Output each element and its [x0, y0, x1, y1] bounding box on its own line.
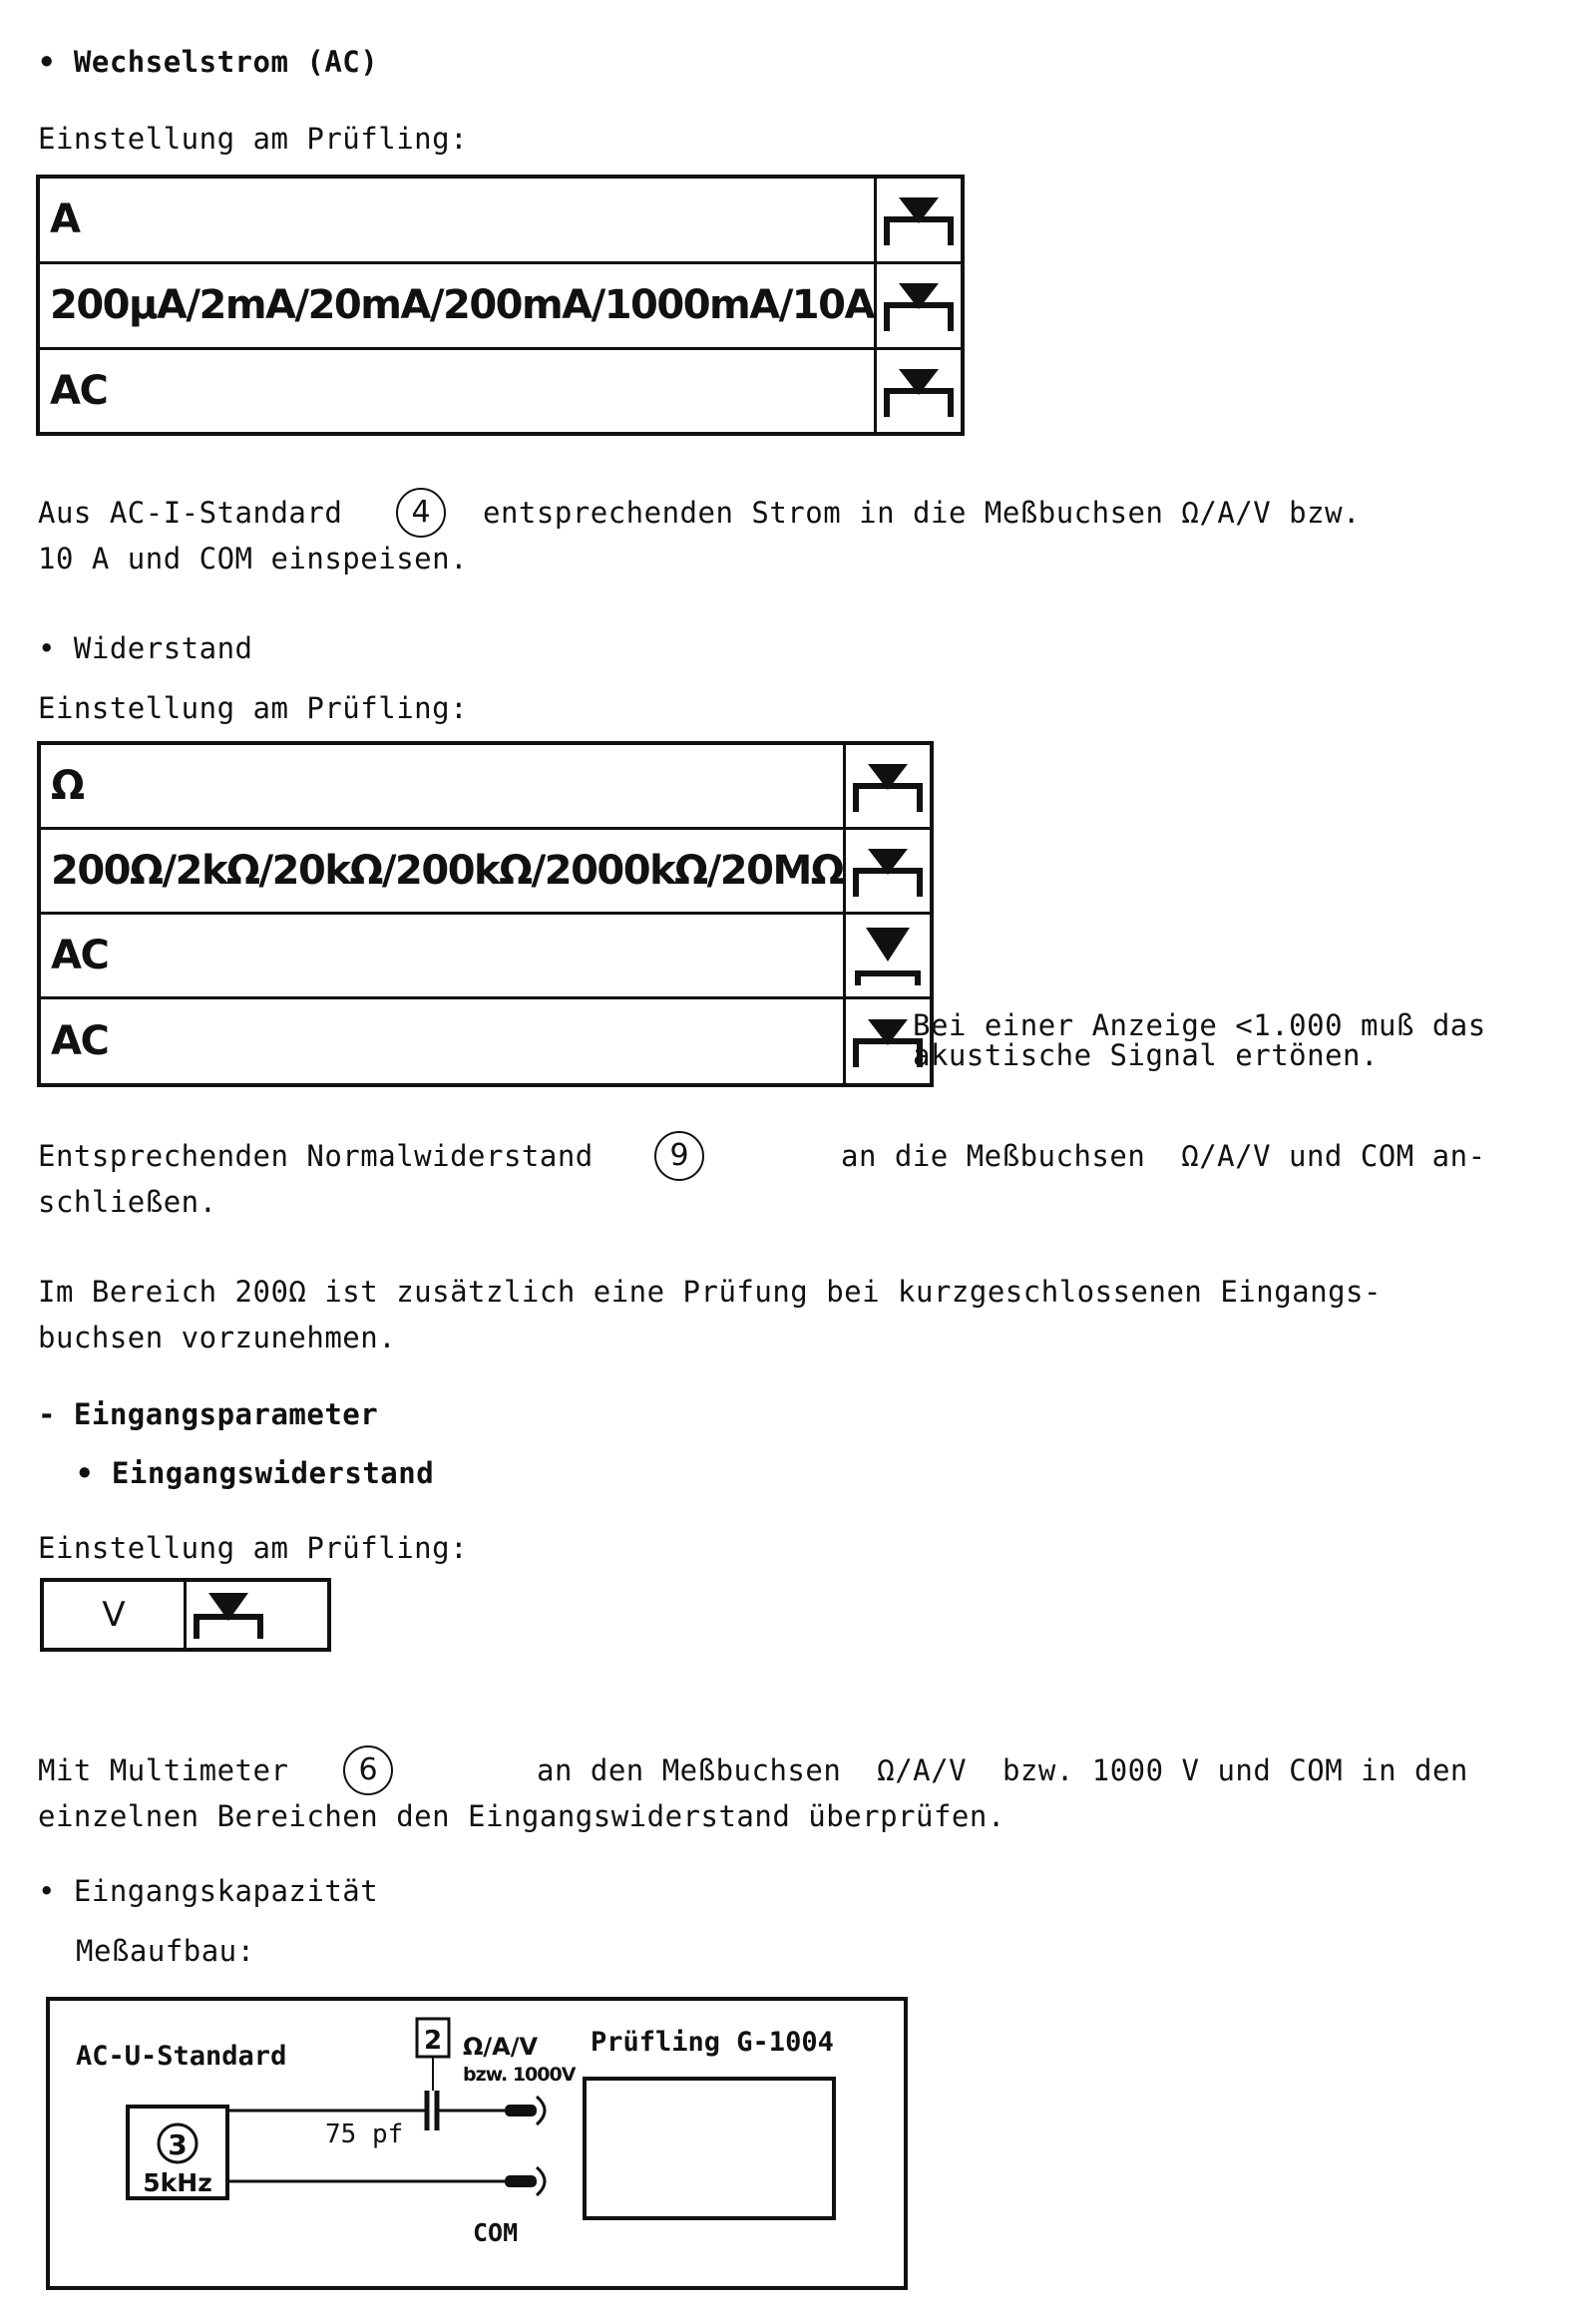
section-heading-resistance: • Widerstand [38, 631, 253, 665]
signal-note-line1: Bei einer Anzeige <1.000 muß das [913, 1008, 1486, 1042]
signal-note-line2: akustische Signal ertönen. [913, 1038, 1379, 1072]
source-freq: 5kHz [143, 2168, 212, 2197]
short-circuit-line1: Im Bereich 200Ω ist zusätzlich eine Prüfung bei kurzgeschlossenen Eingangs- [38, 1275, 1382, 1309]
pressed-switch-icon [875, 262, 963, 348]
pressed-switch-icon [845, 743, 933, 828]
setting-label-resistance: Einstellung am Prüfling: [38, 691, 469, 725]
socket-icon [537, 2167, 545, 2195]
switch-label-function: Ω [39, 743, 845, 828]
switch-table-input [40, 1578, 331, 1652]
res-text-line2: schließen. [38, 1185, 217, 1219]
section-heading-input-params: - Eingangsparameter [38, 1397, 379, 1431]
subheading-input-resistance: • Eingangswiderstand [76, 1456, 435, 1490]
switch-table-ac [36, 175, 965, 436]
plug-icon [505, 2175, 537, 2187]
input-text-line1a: Mit Multimeter [38, 1753, 289, 1787]
pressed-switch-icon [875, 177, 963, 262]
input-text-line1b: an den Meßbuchsen Ω/A/V bzw. 1000 V und COM in den [537, 1753, 1468, 1787]
setup-label: Meßaufbau: [76, 1934, 255, 1968]
pressed-switch-icon [186, 1580, 330, 1650]
input-text-line2: einzelnen Bereichen den Eingangswiderstand überprüfen. [38, 1799, 1005, 1833]
capacitance-measurement-diagram [46, 1997, 910, 2292]
socket-icon [537, 2097, 545, 2124]
switch-label-mode-2: AC [39, 997, 845, 1085]
cap-value: 75 pf [325, 2119, 404, 2149]
switch-label-range: 200Ω/2kΩ/20kΩ/200kΩ/2000kΩ/20MΩ [39, 828, 845, 913]
pressed-switch-icon [845, 828, 933, 913]
res-text-line1a: Entsprechenden Normalwiderstand [38, 1139, 594, 1173]
res-text-line1b: an die Meßbuchsen Ω/A/V und COM an- [841, 1139, 1486, 1173]
short-circuit-line2: buchsen vorzunehmen. [38, 1321, 397, 1354]
setting-label-input: Einstellung am Prüfling: [38, 1531, 469, 1565]
ac-text-line1b: entsprechenden Strom in die Meßbuchsen Ω/A/V bzw. [483, 496, 1362, 530]
section-heading-ac: • Wechselstrom (AC) [38, 45, 379, 79]
section-heading-capacitance: • Eingangskapazität [38, 1874, 379, 1908]
ref-circle-4: 4 [396, 488, 446, 538]
switch-label-voltage: V [42, 1580, 186, 1650]
ac-text-line1a: Aus AC-I-Standard [38, 496, 343, 530]
ref-circle-9: 9 [654, 1131, 704, 1181]
switch-table-resistance [37, 741, 934, 1087]
source-num: 3 [168, 2128, 188, 2161]
dut-label: Prüfling G-1004 [591, 2027, 834, 2058]
terminal-label: Ω/A/V [463, 2033, 539, 2061]
ref-circle-6: 6 [343, 1745, 393, 1795]
plug-icon [505, 2105, 537, 2117]
cap-num: 2 [423, 2026, 443, 2056]
com-label: COM [473, 2218, 519, 2247]
switch-label-mode: AC [38, 348, 875, 434]
switch-label-mode: AC [39, 913, 845, 997]
terminal-sub: bzw. 1000V [463, 2064, 576, 2086]
released-switch-icon [845, 913, 933, 997]
switch-label-range: 200µA/2mA/20mA/200mA/1000mA/10A [38, 262, 875, 348]
setting-label-ac: Einstellung am Prüfling: [38, 122, 469, 156]
dut-box [585, 2079, 834, 2218]
pressed-switch-icon [875, 348, 963, 434]
ac-text-line2: 10 A und COM einspeisen. [38, 542, 469, 576]
switch-label-function: A [38, 177, 875, 262]
source-label: AC-U-Standard [76, 2041, 287, 2072]
